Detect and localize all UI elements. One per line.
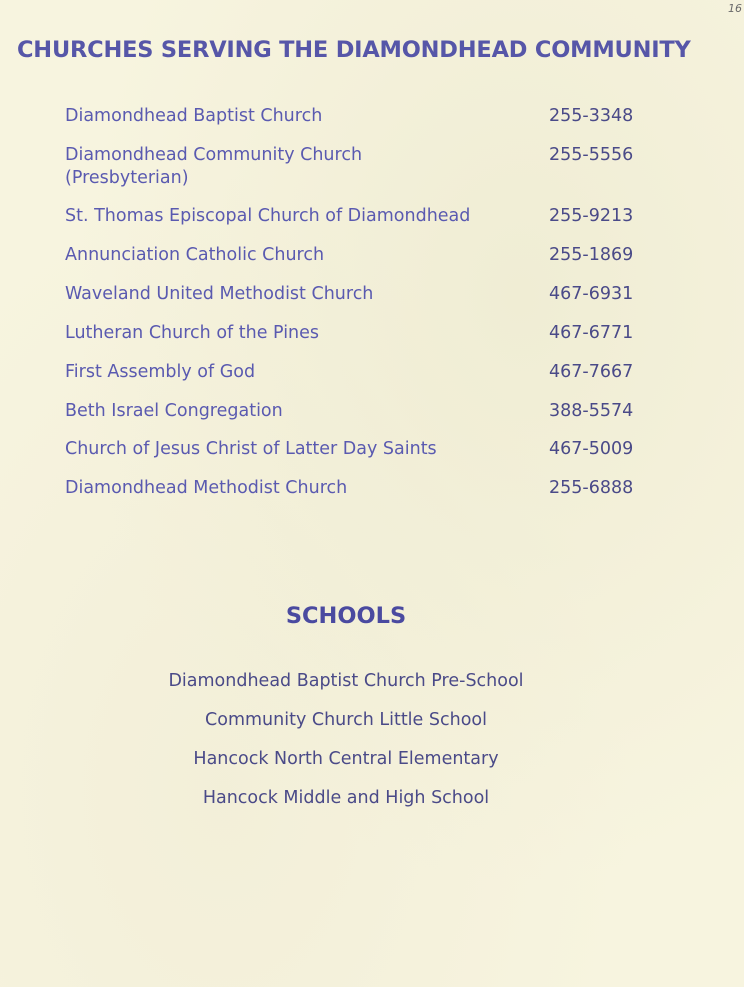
churches-heading: CHURCHES SERVING THE DIAMONDHEAD COMMUNITY bbox=[17, 37, 691, 63]
church-name: Waveland United Methodist Church bbox=[65, 284, 374, 304]
church-phone: 255-5556 bbox=[549, 145, 634, 165]
church-name: Lutheran Church of the Pines bbox=[65, 323, 320, 343]
page-number-mark: 16 bbox=[728, 2, 742, 15]
church-phone: 388-5574 bbox=[549, 401, 634, 421]
church-phone: 467-7667 bbox=[549, 362, 634, 382]
school-item: Hancock Middle and High School bbox=[202, 788, 490, 808]
church-name: Annunciation Catholic Church bbox=[65, 245, 325, 265]
church-name: Beth Israel Congregation bbox=[65, 401, 283, 421]
church-phone: 467-6771 bbox=[549, 323, 634, 343]
schools-heading: SCHOOLS bbox=[285, 603, 407, 629]
church-phone: 255-3348 bbox=[549, 106, 634, 126]
church-phone: 467-6931 bbox=[549, 284, 634, 304]
church-name: Diamondhead Community Church (Presbyterian) bbox=[65, 145, 363, 188]
church-phone: 467-5009 bbox=[549, 439, 634, 459]
school-item: Hancock North Central Elementary bbox=[193, 749, 499, 769]
church-name: St. Thomas Episcopal Church of Diamondhead bbox=[65, 206, 471, 226]
church-phone: 255-6888 bbox=[549, 478, 634, 498]
church-phone: 255-9213 bbox=[549, 206, 634, 226]
church-phone: 255-1869 bbox=[549, 245, 634, 265]
church-name: Diamondhead Baptist Church bbox=[65, 106, 323, 126]
school-item: Diamondhead Baptist Church Pre-School bbox=[168, 671, 524, 691]
church-name: First Assembly of God bbox=[65, 362, 256, 382]
school-item: Community Church Little School bbox=[205, 710, 487, 730]
church-name: Diamondhead Methodist Church bbox=[65, 478, 348, 498]
church-name: Church of Jesus Christ of Latter Day Saints bbox=[65, 439, 437, 459]
